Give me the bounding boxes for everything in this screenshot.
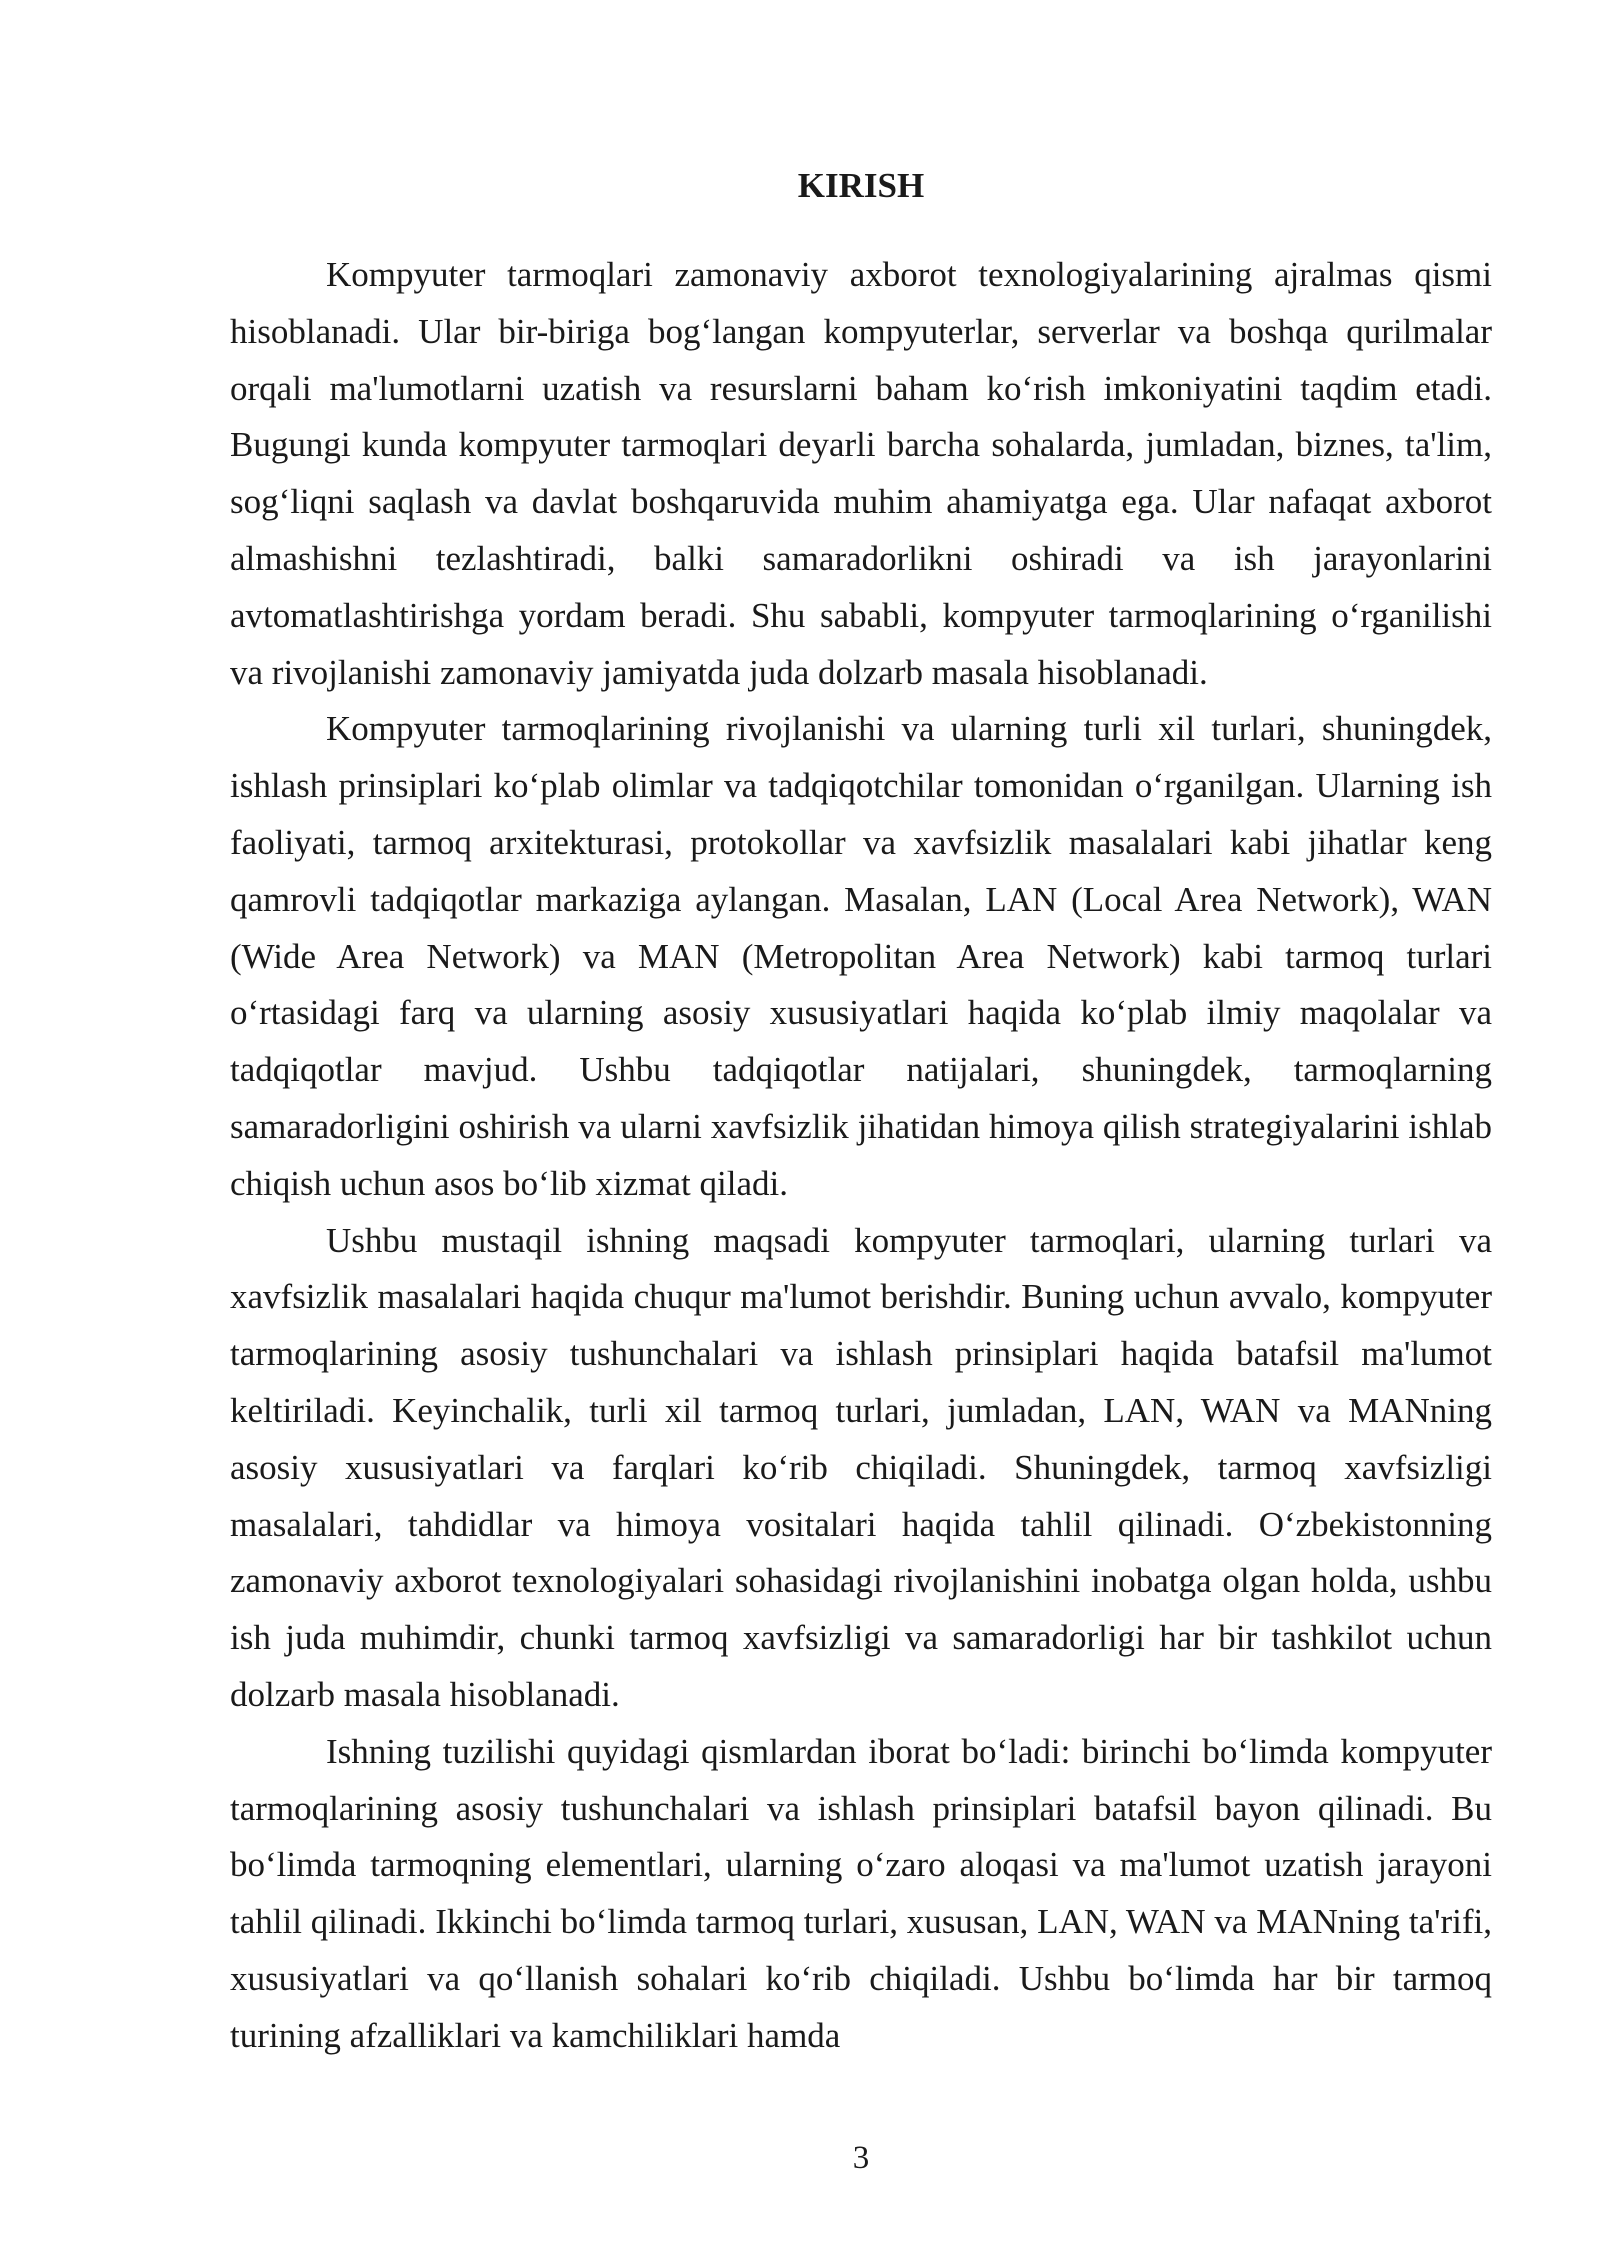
paragraph-3: Ushbu mustaqil ishning maqsadi kompyuter tarmoqlari, ularning turlari va xavfsizlik masalalari haqida chuqur ma'lumot berishdir. Buning uchun avvalo, kompyuter tarmoqlarining asosiy tushunchalari va ishlash prinsiplari haqida batafsil ma'lumot keltiriladi. Keyinchalik, turli xil tarmoq turlari, jumladan, LAN, WAN va MANning asosiy xususiyatlari va farqlari ko‘rib chiqiladi. Shuningdek, tarmoq xavfsizligi masalalari, tahdidlar va himoya vositalari haqida tahlil qilinadi. O‘zbekistonning zamonaviy axborot texnologiyalari sohasidagi rivojlanishini inobatga olgan holda, ushbu ish juda muhimdir, chunki tarmoq xavfsizligi va samaradorligi har bir tashkilot uchun dolzarb masala hisoblanadi. bbox=[230, 1220, 1492, 1714]
document-body bbox=[230, 247, 1492, 2065]
page-title: KIRISH bbox=[797, 166, 925, 205]
page-number: 3 bbox=[852, 2140, 870, 2176]
paragraph-4: Ishning tuzilishi quyidagi qismlardan iborat bo‘ladi: birinchi bo‘limda kompyuter tarmoqlarining asosiy tushunchalari va ishlash prinsiplari batafsil bayon qilinadi. Bu bo‘limda tarmoqning elementlari, ularning o‘zaro aloqasi va ma'lumot uzatish jarayoni tahlil qilinadi. Ikkinchi bo‘limda tarmoq turlari, xususan, LAN, WAN va MANning ta'rifi, xususiyatlari va qo‘llanish sohalari ko‘rib chiqiladi. Ushbu bo‘limda har bir tarmoq turining afzalliklari va kamchiliklari hamda bbox=[230, 1731, 1492, 2055]
paragraph-1: Kompyuter tarmoqlari zamonaviy axborot texnologiyalarining ajralmas qismi hisoblanadi. Ular bir-biriga bog‘langan kompyuterlar, serverlar va boshqa qurilmalar orqali ma'lumotlarni uzatish va resurslarni baham ko‘rish imkoniyatini taqdim etadi. Bugungi kunda kompyuter tarmoqlari deyarli barcha sohalarda, jumladan, biznes, ta'lim, sog‘liqni saqlash va davlat boshqaruvida muhim ahamiyatga ega. Ular nafaqat axborot almashishni tezlashtiradi, balki samaradorlikni oshiradi va ish jarayonlarini avtomatlashtirishga yordam beradi. Shu sababli, kompyuter tarmoqlarining o‘rganilishi va rivojlanishi zamonaviy jamiyatda juda dolzarb masala hisoblanadi. bbox=[230, 255, 1492, 692]
document-page bbox=[230, 0, 1492, 2262]
paragraph-2: Kompyuter tarmoqlarining rivojlanishi va ularning turli xil turlari, shuningdek, ishlash prinsiplari ko‘plab olimlar va tadqiqotchilar tomonidan o‘rganilgan. Ularning ish faoliyati, tarmoq arxitekturasi, protokollar va xavfsizlik masalalari kabi jihatlar keng qamrovli tadqiqotlar markaziga aylangan. Masalan, LAN (Local Area Network), WAN (Wide Area Network) va MAN (Metropolitan Area Network) kabi tarmoq turlari o‘rtasidagi farq va ularning asosiy xususiyatlari haqida ko‘plab ilmiy maqolalar va tadqiqotlar mavjud. Ushbu tadqiqotlar natijalari, shuningdek, tarmoqlarning samaradorligini oshirish va ularni xavfsizlik jihatidan himoya qilish strategiyalarini ishlab chiqish uchun asos bo‘lib xizmat qiladi. bbox=[230, 709, 1492, 1203]
